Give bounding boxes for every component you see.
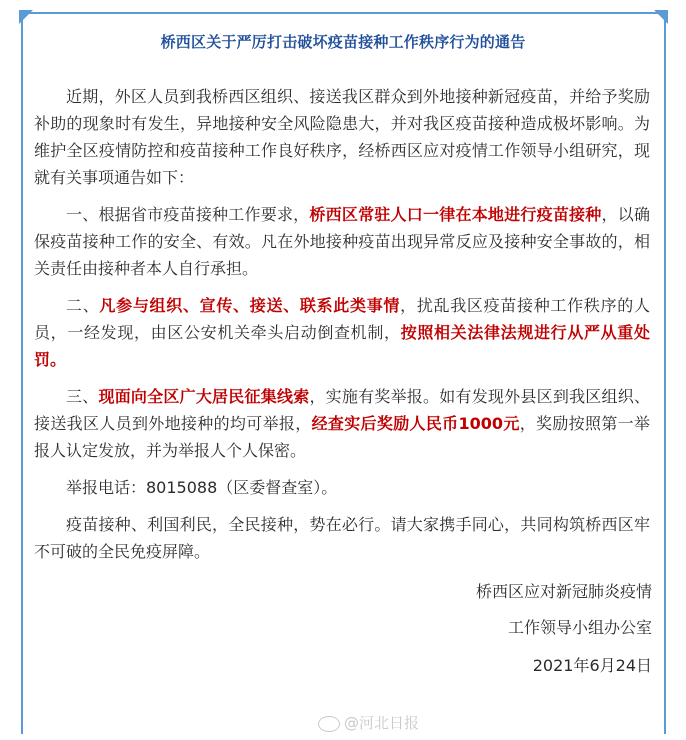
frame-right-border — [664, 12, 666, 734]
signature-date: 2021年6月24日 — [532, 656, 652, 675]
item-1-rest: ，以确保疫苗接种工作的安全、有效。凡在外地接种疫苗出现异常反应及接种安全事故的，相关责任由接种者本人自行承担。 — [34, 205, 650, 278]
signature-org: 桥西区应对新冠肺炎疫情 — [475, 582, 652, 601]
hotline-paragraph: 举报电话：8015088（区委督查室）。 — [66, 478, 338, 497]
notice-title: 桥西区关于严厉打击破坏疫苗接种工作秩序行为的通告 — [160, 33, 526, 51]
frame-top-border — [21, 12, 666, 14]
item-3-reward: 经查实后奖励人民币1000元 — [311, 414, 520, 433]
item-2-paragraph — [34, 292, 650, 373]
closing-paragraph: 疫苗接种、利国利民，全民接种，势在必行。请大家携手同心，共同构筑桥西区牢不可破的全民免疫屏障。 — [34, 515, 650, 561]
item-1-lead: 一、根据省市疫苗接种工作要求， — [66, 205, 310, 224]
item-2-penalty: 按照相关法律法规进行从严从重处罚。 — [34, 323, 650, 369]
item-2-lead: 二、 — [66, 296, 100, 315]
weibo-logo-icon — [318, 716, 340, 732]
watermark — [318, 712, 419, 733]
item-1-paragraph — [34, 201, 650, 282]
item-3-lead: 三、 — [66, 387, 99, 406]
item-3-rest: ，奖励按照第一举报人认定发放，并为举报人个人保密。 — [34, 414, 650, 460]
item-1-highlight: 桥西区常驻人口一律在本地进行疫苗接种 — [309, 205, 602, 224]
notice-body — [34, 83, 650, 575]
item-2-middle: ，扰乱我区疫苗接种工作秩序的人员，一经发现，由区公安机关牵头启动倒查机制， — [34, 296, 650, 342]
watermark-text: @河北日报 — [344, 714, 420, 732]
item-2-highlight: 凡参与组织、宣传、接送、联系此类事情 — [99, 296, 401, 315]
frame-corner-top-right — [654, 10, 668, 24]
frame-left-border — [21, 12, 23, 734]
item-3-middle: ，实施有奖举报。如有发现外县区到我区组织、接送我区人员到外地接种的均可举报， — [34, 387, 650, 433]
item-3-paragraph — [34, 383, 650, 464]
frame-corner-top-left — [19, 10, 33, 24]
item-3-highlight: 现面向全区广大居民征集线索 — [98, 387, 310, 406]
intro-paragraph: 近期，外区人员到我桥西区组织、接送我区群众到外地接种新冠疫苗，并给予奖励补助的现象时有发生，异地接种安全风险隐患大，并对我区疫苗接种造成极坏影响。为维护全区疫情防控和疫苗接种工作良好秩序，经桥西区应对疫情工作领导小组研究，现就有关事项通告如下： — [34, 87, 650, 187]
signature-office: 工作领导小组办公室 — [507, 618, 652, 637]
